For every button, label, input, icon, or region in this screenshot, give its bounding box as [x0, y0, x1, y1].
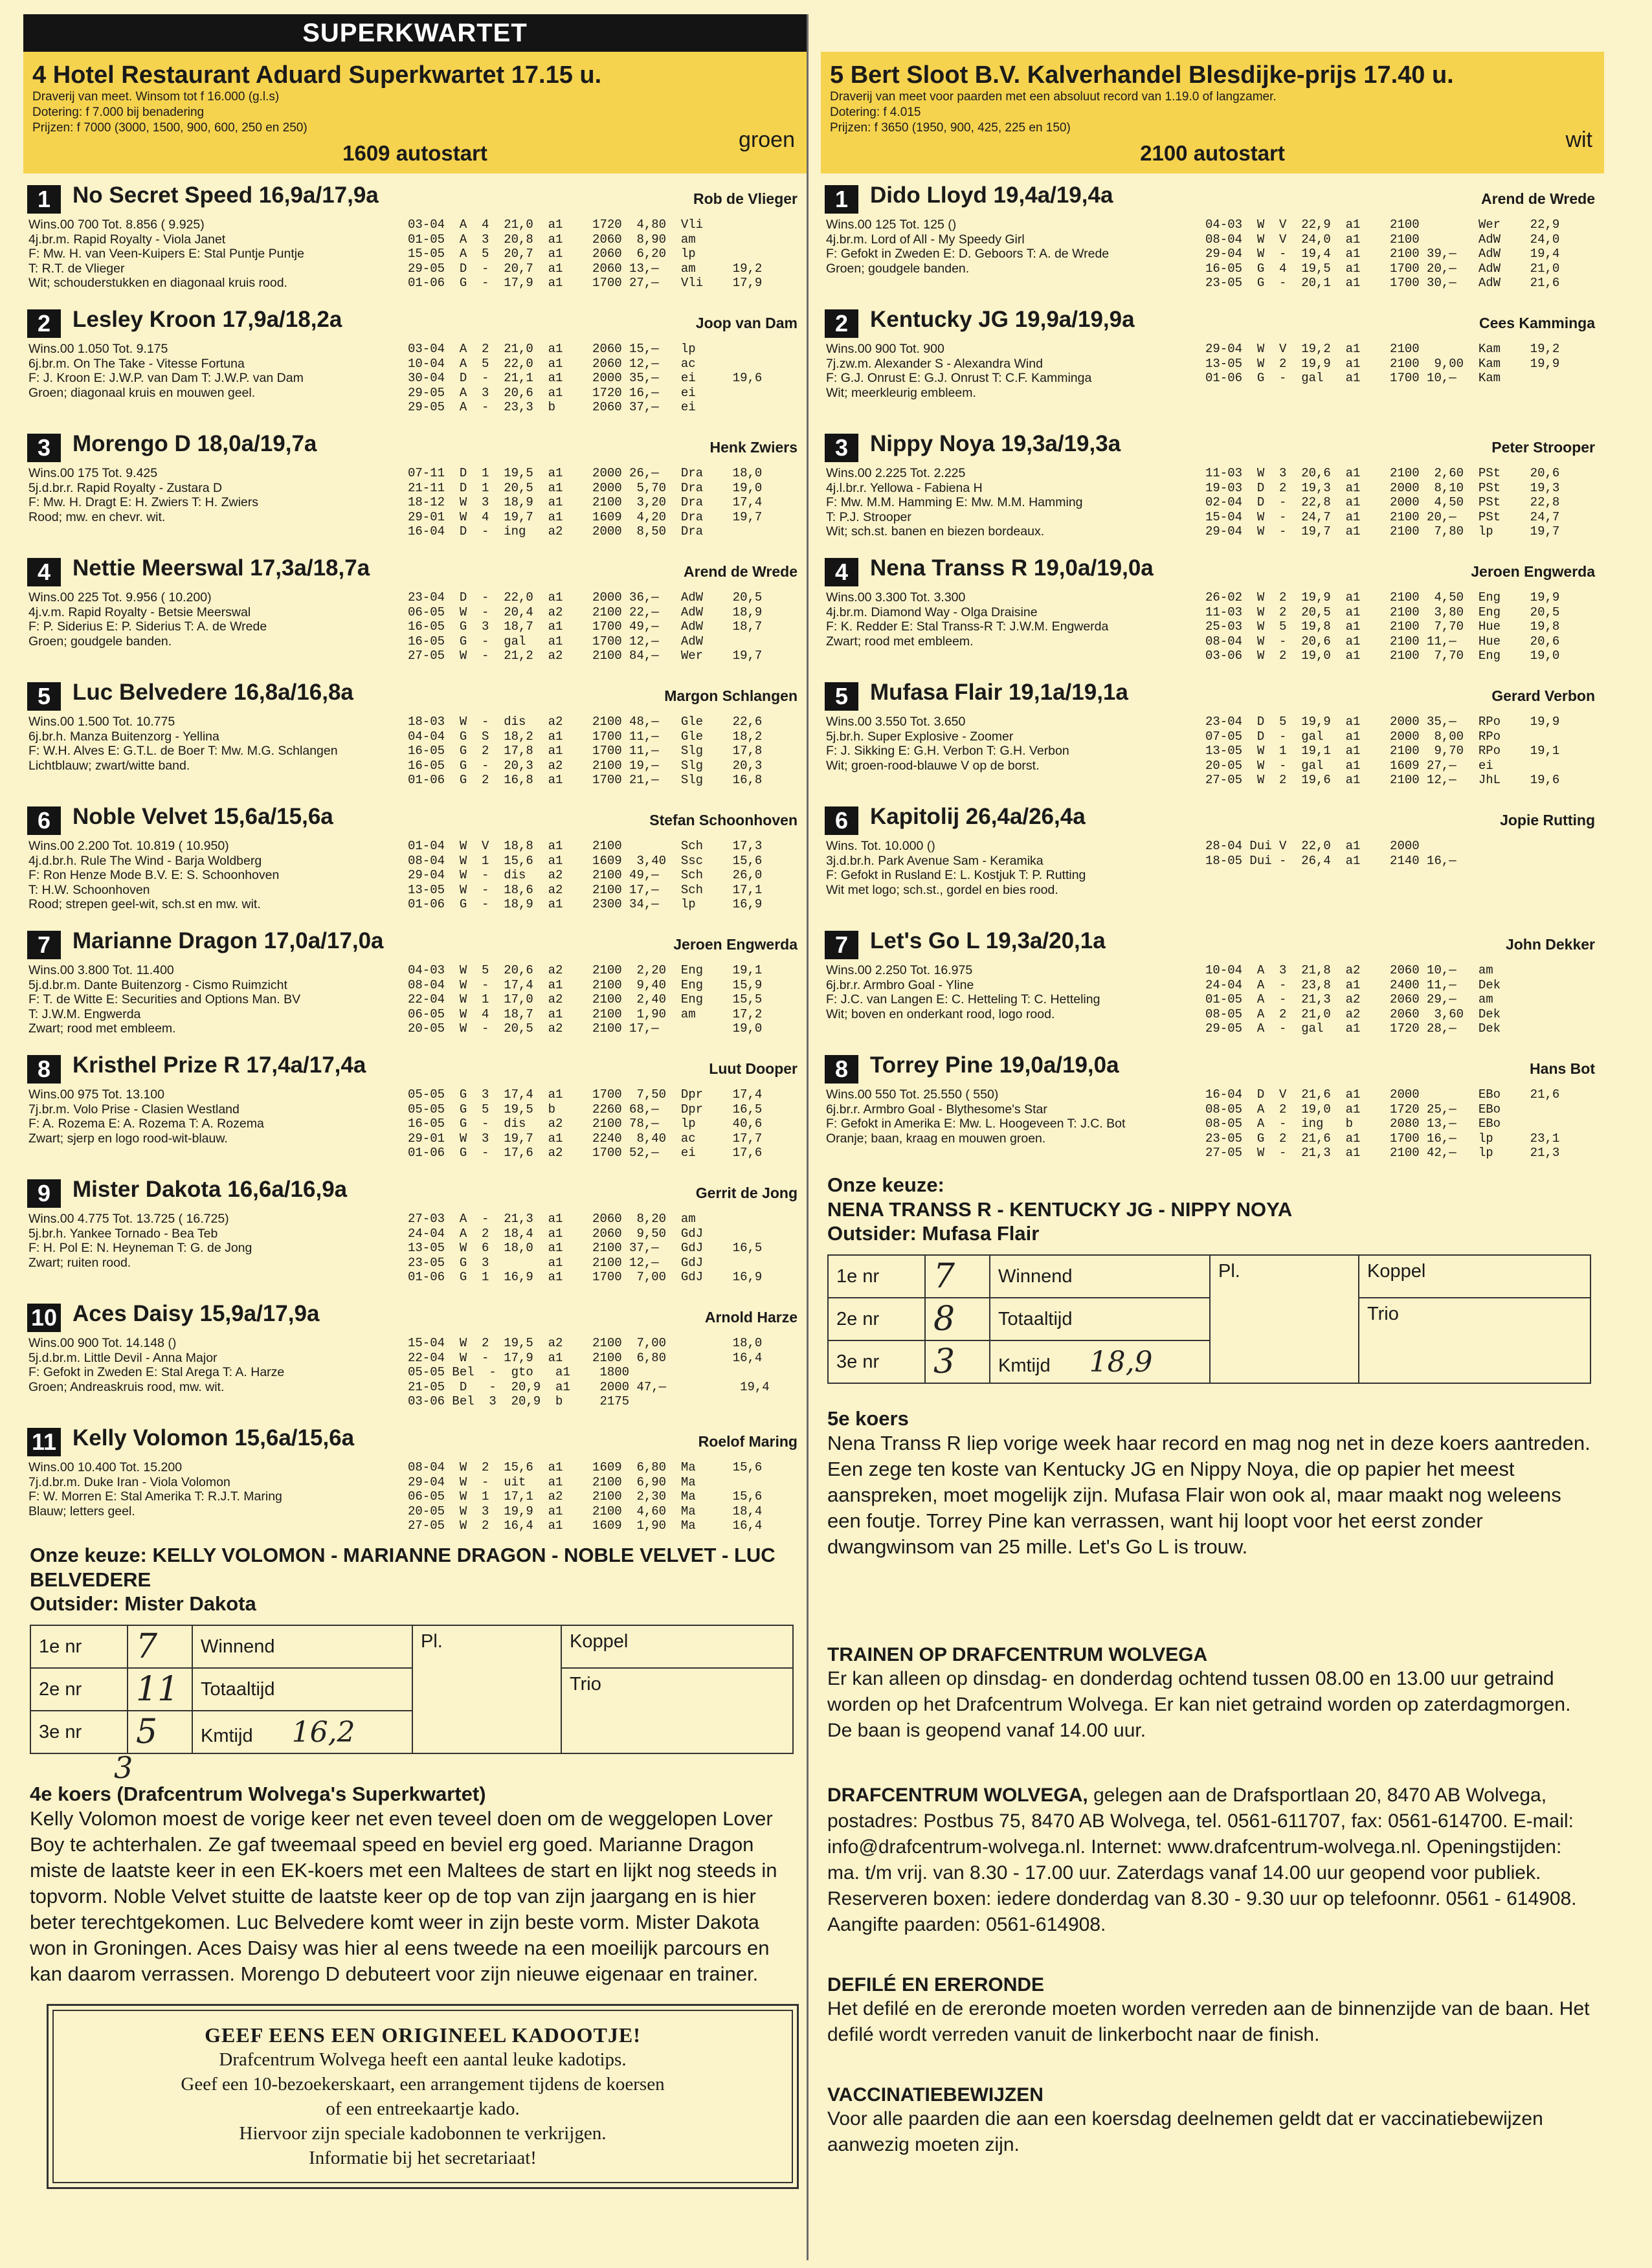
- horse-info-line: Wins.00 1.500 Tot. 10.775: [28, 715, 175, 729]
- horse-name: Morengo D 18,0a/19,7a: [73, 431, 317, 456]
- horse-info-line: 3j.d.br.h. Park Avenue Sam - Keramika: [826, 853, 1044, 868]
- horse-info: [28, 342, 304, 400]
- horse-info-line: Rood; mw. en chevr. wit.: [28, 509, 166, 524]
- horse-info: [28, 1212, 252, 1270]
- race-info-line: Dotering: f 4.015: [830, 106, 921, 119]
- race-history: 03-04 A 2 21,0 a1 2060 15,— lp 10-04 A 5 22,0 a1 2060 12,— ac 30-04 D - 21,1 a1 2000 35,— ei 19,6 29-05 A 3 20,6 a1 1720 16,— ei 29-05 A - 23,3 b 2060 37,— ei: [408, 342, 763, 414]
- driver-name: Gerard Verbon: [1491, 687, 1595, 704]
- start-number: 3: [27, 434, 61, 462]
- horse-info-line: Groen; goudgele banden.: [28, 634, 172, 649]
- promo-line: Informatie bij het secretariaat!: [309, 2148, 537, 2168]
- section-text: Er kan alleen op dinsdag- en donderdag ochtend tussen 08.00 en 13.00 uur getraind worden op het Drafcentrum Wolvega. Er kan niet getraind worden op zaterdagmorgen. De baan is geopend vanaf 14.00 uur.: [827, 1668, 1571, 1741]
- outsider: Outsider: Mister Dakota: [30, 1592, 256, 1615]
- start-number: 1: [27, 185, 61, 214]
- horse-name: Nippy Noya 19,3a/19,3a: [870, 431, 1121, 456]
- left-column: [23, 14, 807, 2189]
- horse-info-line: F: A. Rozema E: A. Rozema T: A. Rozema: [28, 1117, 264, 1131]
- horse-entry: [23, 922, 807, 1043]
- horse-info-line: 5j.br.h. Yankee Tornado - Bea Teb: [28, 1226, 218, 1241]
- horse-info-line: Wins.00 3.300 Tot. 3.300: [826, 590, 966, 605]
- horse-info-line: 4j.v.m. Rapid Royalty - Betsie Meerswal: [28, 605, 251, 619]
- horse-entry: [23, 300, 807, 422]
- handwritten-kmtijd: 18,9: [1089, 1345, 1153, 1379]
- horse-name: Nettie Meerswal 17,3a/18,7a: [73, 555, 370, 581]
- horse-entry: [23, 176, 807, 298]
- horse-info-line: F: G.J. Onrust E: G.J. Onrust T: C.F. Kamminga: [826, 371, 1092, 385]
- horse-info-line: 5j.d.br.m. Little Devil - Anna Major: [28, 1350, 218, 1365]
- horse-info-line: F: P. Siderius E: P. Siderius T: A. de Wrede: [28, 619, 267, 634]
- race-history: 26-02 W 2 19,9 a1 2100 4,50 Eng 19,9 11-03 W 2 20,5 a1 2100 3,80 Eng 20,5 25-03 W 5 19,8 a1 2100 7,70 Hue 19,8 08-04 W - 20,6 a1 2100 11,— Hue 20,6 03-06 W 2 19,0 a1 2100 7,70 Eng 19,0: [1205, 590, 1560, 663]
- row-label: 1e nr: [828, 1255, 925, 1298]
- promo-title: GEEF EENS EEN ORIGINEEL KADOOTJE!: [205, 2023, 641, 2047]
- start-number: 7: [27, 931, 61, 959]
- race-info-line: Dotering: f 7.000 bij benadering: [32, 106, 205, 119]
- horse-entry: [821, 300, 1604, 422]
- section-title: TRAINEN OP DRAFCENTRUM WOLVEGA: [827, 1644, 1208, 1665]
- horse-info-line: Wins. Tot. 10.000 (): [826, 839, 935, 853]
- horse-info-line: Rood; strepen geel-wit, sch.st en mw. wit.: [28, 897, 261, 911]
- horse-info-line: F: H. Pol E: N. Heyneman T: G. de Jong: [28, 1241, 252, 1255]
- horse-info-line: Wins.00 225 Tot. 9.956 ( 10.200): [28, 590, 212, 605]
- horse-entry: [23, 673, 807, 795]
- driver-name: Joop van Dam: [695, 315, 798, 331]
- driver-name: John Dekker: [1505, 936, 1595, 953]
- section-text: [827, 1783, 1598, 1938]
- horse-info-line: 6j.br.r. Armbro Goal - Yline: [826, 977, 974, 992]
- race-4-header: [23, 52, 807, 173]
- handwritten-kmtijd: 16,2: [291, 1715, 355, 1749]
- horse-info-line: Wins.00 4.775 Tot. 13.725 ( 16.725): [28, 1212, 229, 1226]
- horse-info-line: T: R.T. de Vlieger: [28, 261, 125, 276]
- horse-name: Kelly Volomon 15,6a/15,6a: [73, 1425, 355, 1451]
- horse-info-line: Wins.00 2.200 Tot. 10.819 ( 10.950): [28, 839, 229, 853]
- horse-info-line: Wit; schouderstukken en diagonaal kruis rood.: [28, 276, 287, 290]
- handwritten-number: 7: [136, 1627, 158, 1666]
- race-start: 1609 autostart: [342, 141, 487, 165]
- race-history: 23-04 D - 22,0 a1 2000 36,— AdW 20,5 06-05 W - 20,4 a2 2100 22,— AdW 18,9 16-05 G 3 18,7 a1 1700 49,— AdW 18,7 16-05 G - gal a1 1700 12,— AdW 27-05 W - 21,2 a2 2100 84,— Wer 19,7: [408, 590, 763, 663]
- race-history: 07-11 D 1 19,5 a1 2000 26,— Dra 18,0 21-11 D 1 20,5 a1 2000 5,70 Dra 19,0 18-12 W 3 18,9 a1 2100 3,20 Dra 17,4 29-01 W 4 19,7 a1 1609 4,20 Dra 19,7 16-04 D - ing a2 2000 8,50 Dra: [408, 466, 763, 539]
- horse-info-line: Zwart; rood met embleem.: [28, 1021, 176, 1036]
- driver-name: Jeroen Engwerda: [1471, 563, 1595, 580]
- start-number: 7: [825, 931, 858, 959]
- race-info-line: Prijzen: f 3650 (1950, 900, 425, 225 en 150): [830, 121, 1071, 135]
- horse-info-line: Wins.00 125 Tot. 125 (): [826, 217, 957, 232]
- horse-info-line: 7j.d.br.m. Duke Iran - Viola Volomon: [28, 1474, 230, 1489]
- handwritten-number: 7: [933, 1257, 955, 1296]
- horse-info: [28, 715, 338, 773]
- horse-name: Aces Daisy 15,9a/17,9a: [73, 1301, 320, 1326]
- horse-info-line: 5j.d.br.m. Dante Buitenzorg - Cismo Ruimzicht: [28, 977, 287, 992]
- horse-info-line: F: Mw. H. Dragt E: H. Zwiers T: H. Zwiers: [28, 495, 259, 509]
- horse-info-line: F: Mw. H. van Veen-Kuipers E: Stal Puntje Puntje: [28, 247, 304, 261]
- horse-info-line: Wit; boven en onderkant rood, logo rood.: [826, 1006, 1055, 1021]
- horse-info-line: 4j.l.br.r. Yellowa - Fabiena H: [826, 480, 983, 495]
- horse-entry: [821, 549, 1604, 671]
- promo-line: Geef een 10-bezoekerskaart, een arrangement tijdens de koersen: [181, 2074, 665, 2095]
- start-number: 6: [27, 806, 61, 835]
- race-history: 28-04 Dui V 22,0 a1 2000 18-05 Dui - 26,4 a1 2140 16,—: [1205, 839, 1457, 868]
- horse-info-line: Zwart; ruiten rood.: [28, 1255, 131, 1270]
- race-history: 05-05 G 3 17,4 a1 1700 7,50 Dpr 17,4 05-05 G 5 19,5 b 2260 68,— Dpr 16,5 16-05 G - dis a2 2100 78,— lp 40,6 29-01 W 3 19,7 a1 2240 8,40 ac 17,7 01-06 G - 17,6 a2 1700 52,— ei 17,6: [408, 1087, 763, 1160]
- section-contact: [821, 1783, 1604, 1938]
- horse-info-line: Lichtblauw; zwart/witte band.: [28, 758, 190, 773]
- label-pl: Pl.: [1210, 1255, 1359, 1383]
- horse-info-line: Wins.00 10.400 Tot. 15.200: [28, 1460, 183, 1474]
- driver-name: Henk Zwiers: [709, 439, 798, 456]
- label-koppel: Koppel: [561, 1625, 793, 1668]
- label-trio: Trio: [1359, 1298, 1591, 1383]
- column-divider: [807, 14, 809, 2260]
- horse-info-line: F: K. Redder E: Stal Transs-R T: J.W.M. Engwerda: [826, 619, 1109, 634]
- horse-info: [826, 217, 1109, 276]
- horse-name: Kristhel Prize R 17,4a/17,4a: [73, 1052, 366, 1078]
- onze-keuze: NENA TRANSS R - KENTUCKY JG - NIPPY NOYA: [827, 1198, 1293, 1221]
- horse-entry: [821, 797, 1604, 919]
- horse-info-line: F: W. Morren E: Stal Amerika T: R.J.T. Maring: [28, 1489, 282, 1504]
- race-history: 10-04 A 3 21,8 a2 2060 10,— am 24-04 A - 23,8 a1 2400 11,— Dek 01-05 A - 21,3 a2 2060 29,— am 08-05 A 2 21,0 a2 2060 3,60 Dek 29-05 A - gal a1 1720 28,— Dek: [1205, 963, 1501, 1036]
- horse-name: Let's Go L 19,3a/20,1a: [870, 928, 1106, 953]
- horse-info: [28, 839, 279, 912]
- race-5-tips: [821, 1173, 1604, 1560]
- horse-info-line: F: J.C. van Langen E: C. Hetteling T: C. Hetteling: [826, 992, 1100, 1006]
- handwritten-number-extra: 3: [114, 1750, 133, 1785]
- driver-name: Luut Dooper: [709, 1060, 798, 1077]
- label-totaaltijd: Totaaltijd: [192, 1668, 412, 1711]
- start-number: 8: [27, 1055, 61, 1084]
- race-info-line: Draverij van meet voor paarden met een absoluut record van 1.19.0 of langzamer.: [830, 90, 1277, 104]
- label-koppel: Koppel: [1359, 1255, 1591, 1298]
- driver-name: Margon Schlangen: [664, 687, 798, 704]
- label-pl: Pl.: [412, 1625, 561, 1753]
- horse-info-line: 6j.br.h. Manza Buitenzorg - Yellina: [28, 729, 219, 744]
- horse-info-line: 5j.d.br.r. Rapid Royalty - Zustara D: [28, 480, 223, 495]
- race-history: 03-04 A 4 21,0 a1 1720 4,80 Vli 01-05 A 3 20,8 a1 2060 8,90 am 15-05 A 5 20,7 a1 2060 6,20 lp 29-05 D - 20,7 a1 2060 13,— am 19,2 01-06 G - 17,9 a1 1700 27,— Vli 17,9: [408, 217, 763, 290]
- row-label: 2e nr: [30, 1668, 128, 1711]
- race-history: 04-03 W 5 20,6 a2 2100 2,20 Eng 19,1 08-04 W - 17,4 a1 2100 9,40 Eng 15,9 22-04 W 1 17,0 a2 2100 2,40 Eng 15,5 06-05 W 4 18,7 a1 2100 1,90 am 17,2 20-05 W - 20,5 a2 2100 17,— 19,0: [408, 963, 763, 1036]
- section-defile: [821, 1974, 1604, 2048]
- horse-info-line: 4j.d.br.h. Rule The Wind - Barja Woldberg: [28, 853, 262, 868]
- row-label: 3e nr: [30, 1711, 128, 1753]
- horse-info: [28, 590, 267, 649]
- label-kmtijd: Kmtijd 16,2: [192, 1711, 412, 1753]
- race-history: 27-03 A - 21,3 a1 2060 8,20 am 24-04 A 2 18,4 a1 2060 9,50 GdJ 13-05 W 6 18,0 a1 2100 37,— GdJ 16,5 23-05 G 3 a1 2100 12,— GdJ 01-06 G 1 16,9 a1 1700 7,00 GdJ 16,9: [408, 1212, 763, 1284]
- section-title: DEFILÉ EN ERERONDE: [827, 1974, 1045, 1996]
- race-history: 23-04 D 5 19,9 a1 2000 35,— RPo 19,9 07-05 D - gal a1 2000 8,00 RPo 13-05 W 1 19,1 a1 2100 9,70 RPo 19,1 20-05 W - gal a1 1609 27,— ei 27-05 W 2 19,6 a1 2100 12,— JhL 19,6: [1205, 715, 1560, 787]
- promo-line: Drafcentrum Wolvega heeft een aantal leuke kadotips.: [219, 2049, 627, 2070]
- horse-info-line: F: J. Kroon E: J.W.P. van Dam T: J.W.P. van Dam: [28, 371, 304, 385]
- horse-info-line: Zwart; rood met embleem.: [826, 634, 974, 649]
- horse-info-line: F: Ron Henze Mode B.V. E: S. Schoonhoven: [28, 868, 280, 882]
- superkwartet-banner: SUPERKWARTET: [23, 14, 807, 52]
- start-number: 2: [825, 309, 858, 338]
- horse-info-line: 6j.br.m. On The Take - Vitesse Fortuna: [28, 356, 245, 371]
- horse-name: Torrey Pine 19,0a/19,0a: [870, 1052, 1119, 1078]
- horse-info-line: Wins.00 175 Tot. 9.425: [28, 466, 158, 480]
- race-history: 08-04 W 2 15,6 a1 1609 6,80 Ma 15,6 29-04 W - uit a1 2100 6,90 Ma 06-05 W 1 17,1 a2 2100 2,30 Ma 15,6 20-05 W 3 19,9 a1 2100 4,60 Ma 18,4 27-05 W 2 16,4 a1 1609 1,90 Ma 16,4: [408, 1460, 763, 1533]
- horse-entry: [23, 549, 807, 671]
- driver-name: Peter Strooper: [1491, 439, 1595, 456]
- horse-info-line: T: H.W. Schoonhoven: [28, 882, 150, 897]
- horse-entry: [23, 1419, 807, 1540]
- section-text: Het defilé en de ereronde moeten worden verreden aan de binnenzijde van de baan. Het defilé wordt verreden vanuit de linkerbocht naar de finish.: [827, 1998, 1590, 2045]
- horse-name: Mister Dakota 16,6a/16,9a: [73, 1177, 348, 1202]
- right-column: [821, 14, 1604, 2158]
- horse-entry: [821, 922, 1604, 1043]
- koers-5-title: 5e koers: [827, 1407, 909, 1430]
- race-history: 04-03 W V 22,9 a1 2100 Wer 22,9 08-04 W V 24,0 a1 2100 AdW 24,0 29-04 W - 19,4 a1 2100 39,— AdW 19,4 16-05 G 4 19,5 a1 1700 20,— AdW 21,0 23-05 G - 20,1 a1 1700 30,— AdW 21,6: [1205, 217, 1560, 290]
- horse-info: [826, 963, 1100, 1021]
- race-5-entries: [821, 176, 1604, 1168]
- horse-info-line: Wins.00 900 Tot. 900: [826, 342, 944, 356]
- horse-info-line: Wins.00 2.225 Tot. 2.225: [826, 466, 966, 480]
- horse-info-line: Groen; diagonaal kruis en mouwen geel.: [28, 385, 256, 400]
- race-history: 11-03 W 3 20,6 a1 2100 2,60 PSt 20,6 19-03 D 2 19,3 a1 2000 8,10 PSt 19,3 02-04 D - 22,8 a1 2000 4,50 PSt 22,8 15-04 W - 24,7 a1 2100 20,— PSt 24,7 29-04 W - 19,7 a1 2100 7,80 lp 19,7: [1205, 466, 1560, 539]
- race-start: 2100 autostart: [1140, 141, 1285, 165]
- race-color: wit: [1565, 128, 1592, 152]
- horse-info-line: Oranje; baan, kraag en mouwen groen.: [826, 1131, 1046, 1146]
- horse-entry: [821, 673, 1604, 795]
- onze-keuze-label: Onze keuze:: [827, 1173, 944, 1196]
- driver-name: Gerrit de Jong: [695, 1184, 798, 1201]
- horse-info: [826, 1087, 1125, 1146]
- start-number: 2: [27, 309, 61, 338]
- horse-info: [28, 1460, 282, 1518]
- promo-line: of een entreekaartje kado.: [326, 2098, 520, 2119]
- horse-info-line: F: Gefokt in Zweden E: Stal Arega T: A. Harze: [28, 1365, 285, 1379]
- koers-5-text: Nena Transs R liep vorige week haar record en mag nog net in deze koers aantreden. Een zege ten koste van Kentucky JG en Nippy Noya, die op papier het meest aanspreken, moet mogelijk zijn. Mufasa Flair won ook al, maar maakt nog weleens een foutje. Torrey Pine kan verrassen, want hij loopt voor het eerst zonder dwangwinsom van 25 mille. Let's Go L is trouw.: [827, 1432, 1591, 1558]
- horse-info-line: 6j.br.r. Armbro Goal - Blythesome's Star: [826, 1102, 1047, 1117]
- horse-info-line: Blauw; letters geel.: [28, 1504, 135, 1518]
- start-number: 9: [27, 1179, 61, 1208]
- horse-info: [826, 466, 1083, 539]
- horse-info-line: Wins.00 975 Tot. 13.100: [28, 1087, 164, 1102]
- driver-name: Jopie Rutting: [1500, 812, 1595, 828]
- horse-name: Mufasa Flair 19,1a/19,1a: [870, 680, 1128, 705]
- handwritten-number: 8: [933, 1300, 955, 1339]
- horse-info-line: Wins.00 900 Tot. 14.148 (): [28, 1336, 177, 1350]
- label-totaaltijd: Totaaltijd: [990, 1298, 1210, 1340]
- start-number: 8: [825, 1055, 858, 1084]
- start-number: 4: [825, 558, 858, 586]
- koers-4-title: 4e koers (Drafcentrum Wolvega's Superkwartet): [30, 1783, 486, 1805]
- horse-info-line: F: J. Sikking E: G.H. Verbon T: G.H. Verbon: [826, 744, 1069, 758]
- horse-info-line: 7j.br.m. Volo Prise - Clasien Westland: [28, 1102, 240, 1117]
- horse-name: Kapitolij 26,4a/26,4a: [870, 804, 1086, 829]
- horse-info-line: Wins.00 2.250 Tot. 16.975: [826, 963, 973, 977]
- horse-name: Luc Belvedere 16,8a/16,8a: [73, 680, 353, 705]
- promo-line: Hiervoor zijn speciale kadobonnen te verkrijgen.: [239, 2123, 607, 2144]
- horse-info: [826, 590, 1108, 649]
- race-history: 01-04 W V 18,8 a1 2100 Sch 17,3 08-04 W 1 15,6 a1 1609 3,40 Ssc 15,6 29-04 W - dis a2 2100 49,— Sch 26,0 13-05 W - 18,6 a2 2100 17,— Sch 17,1 01-06 G - 18,9 a1 2300 34,— lp 16,9: [408, 839, 763, 911]
- start-number: 11: [27, 1428, 61, 1456]
- horse-info-line: 4j.br.m. Diamond Way - Olga Draisine: [826, 605, 1038, 619]
- label-kmtijd: Kmtijd 18,9: [990, 1340, 1210, 1383]
- horse-info-line: Wit; meerkleurig embleem.: [826, 385, 976, 400]
- horse-name: Noble Velvet 15,6a/15,6a: [73, 804, 333, 829]
- race-info: [830, 89, 1595, 136]
- race-4-entries: [23, 176, 807, 1540]
- race-history: 15-04 W 2 19,5 a2 2100 7,00 18,0 22-04 W - 17,9 a1 2100 6,80 16,4 05-05 Bel - gto a1 1800 21-05 D - 20,9 a1 2000 47,— 19,4 03-06 Bel 3 20,9 b 2175: [408, 1336, 770, 1408]
- driver-name: Arend de Wrede: [684, 563, 798, 580]
- horse-info-line: Wins.00 3.800 Tot. 11.400: [28, 963, 174, 977]
- race-history: 16-04 D V 21,6 a1 2000 EBo 21,6 08-05 A 2 19,0 a1 1720 25,— EBo 08-05 A - ing b 2080 13,— EBo 23-05 G 2 21,6 a1 1700 16,— lp 23,1 27-05 W - 21,3 a1 2100 42,— lp 21,3: [1205, 1087, 1560, 1160]
- horse-info-line: Groen; goudgele banden.: [826, 261, 970, 276]
- horse-info: [826, 839, 1086, 897]
- koers-4-text: Kelly Volomon moest de vorige keer net even teveel doen om de weggelopen Lover Boy te achterhalen. Ze gaf tweemaal speed en beviel erg goed. Marianne Dragon miste de laatste keer in een EK-koers met een Maltees de start en lijkt nog steeds in topvorm. Noble Velvet stuitte de laatste keer op de top van zijn jaargang en is hier beter terechtgekomen. Luc Belvedere komt weer in zijn beste vorm. Mister Dakota won in Groningen. Aces Daisy was hier al eens tweede na een moeilijk parcours en kan daarom verrassen. Morengo D debuteert voor zijn nieuwe eigenaar en trainer.: [30, 1807, 777, 1985]
- horse-entry: [23, 1295, 807, 1416]
- label-winnend: Winnend: [192, 1625, 412, 1668]
- horse-info-line: F: W.H. Alves E: G.T.L. de Boer T: Mw. M.G. Schlangen: [28, 744, 338, 758]
- start-number: 10: [27, 1304, 61, 1332]
- horse-info: [28, 217, 304, 291]
- start-number: 6: [825, 806, 858, 835]
- section-title: DRAFCENTRUM WOLVEGA,: [827, 1784, 1088, 1806]
- row-label: 2e nr: [828, 1298, 925, 1340]
- driver-name: Arnold Harze: [704, 1309, 798, 1326]
- horse-entry: [821, 1046, 1604, 1168]
- horse-info: [28, 466, 258, 524]
- horse-entry: [821, 425, 1604, 546]
- start-number: 3: [825, 434, 858, 462]
- race-history: 29-04 W V 19,2 a1 2100 Kam 19,2 13-05 W 2 19,9 a1 2100 9,00 Kam 19,9 01-06 G - gal a1 1700 10,— Kam: [1205, 342, 1560, 385]
- onze-keuze: Onze keuze: KELLY VOLOMON - MARIANNE DRAGON - NOBLE VELVET - LUC BELVEDERE: [30, 1544, 776, 1591]
- horse-name: Dido Lloyd 19,4a/19,4a: [870, 183, 1113, 208]
- horse-info-line: Groen; Andreaskruis rood, mw. wit.: [28, 1379, 225, 1394]
- horse-info-line: Wins.00 3.550 Tot. 3.650: [826, 715, 966, 729]
- horse-name: Lesley Kroon 17,9a/18,2a: [73, 307, 342, 332]
- row-label: 3e nr: [828, 1340, 925, 1383]
- race-4-tips: [23, 1543, 807, 1987]
- driver-name: Jeroen Engwerda: [673, 936, 798, 953]
- race-info-line: Prijzen: f 7000 (3000, 1500, 900, 600, 250 en 250): [32, 121, 307, 135]
- horse-info: [826, 342, 1091, 400]
- horse-info: [826, 715, 1069, 773]
- horse-info: [28, 963, 300, 1036]
- horse-name: Nena Transs R 19,0a/19,0a: [870, 555, 1154, 581]
- horse-info-line: Wit met logo; sch.st., gordel en bies rood.: [826, 882, 1058, 897]
- horse-entry: [821, 176, 1604, 298]
- driver-name: Hans Bot: [1530, 1060, 1595, 1077]
- section-text-body: gelegen aan de Drafsportlaan 20, 8470 AB Wolvega, postadres: Postbus 75, 8470 AB Wolvega, tel. 0561-611707, fax: 0561-614700. E-mail: info@drafcentrum-wolvega.nl. Internet: www.drafcentrum-wolvega.nl. Openingstijden: ma. t/m vrij. van 8.30 - 17.00 uur. Zaterdags vanaf 14.00 uur geopend voor publiek. Reserveren boxen: iedere donderdag van 8.30 - 9.30 uur op telefoonnr. 0561 - 614908. Aangifte paarden: 0561-614908.: [827, 1784, 1577, 1935]
- handwritten-number: 3: [933, 1342, 955, 1381]
- driver-name: Roelof Maring: [698, 1433, 798, 1450]
- horse-info-line: Wins.00 700 Tot. 8.856 ( 9.925): [28, 217, 205, 232]
- horse-info-line: Wit; groen-rood-blauwe V op de borst.: [826, 758, 1040, 773]
- section-trainen: [821, 1644, 1604, 1744]
- horse-info-line: 7j.zw.m. Alexander S - Alexandra Wind: [826, 356, 1043, 371]
- row-label: 1e nr: [30, 1625, 128, 1668]
- race-info: [32, 89, 798, 136]
- horse-info-line: T: P.J. Strooper: [826, 509, 911, 524]
- label-winnend: Winnend: [990, 1255, 1210, 1298]
- driver-name: Cees Kamminga: [1479, 315, 1595, 331]
- horse-info-line: F: Mw. M.M. Hamming E: Mw. M.M. Hamming: [826, 495, 1083, 509]
- horse-entry: [23, 1046, 807, 1168]
- horse-entry: [23, 797, 807, 919]
- horse-info-line: F: Gefokt in Rusland E: L. Kostjuk T: P. Rutting: [826, 868, 1086, 882]
- promo-box: [47, 2004, 799, 2189]
- horse-info-line: F: T. de Witte E: Securities and Options Man. BV: [28, 992, 301, 1006]
- race-title: 4 Hotel Restaurant Aduard Superkwartet 17.15 u.: [32, 61, 602, 89]
- horse-info-line: Wit; sch.st. banen en biezen bordeaux.: [826, 524, 1045, 539]
- horse-name: No Secret Speed 16,9a/17,9a: [73, 183, 379, 208]
- driver-name: Stefan Schoonhoven: [649, 812, 798, 828]
- race-title: 5 Bert Sloot B.V. Kalverhandel Blesdijke-prijs 17.40 u.: [830, 61, 1454, 89]
- horse-info: [28, 1336, 284, 1394]
- start-number: 5: [825, 682, 858, 711]
- horse-info-line: Wins.00 550 Tot. 25.550 ( 550): [826, 1087, 999, 1102]
- horse-info-line: 5j.br.h. Super Explosive - Zoomer: [826, 729, 1014, 744]
- race-color: groen: [739, 128, 795, 152]
- horse-info-line: Wins.00 1.050 Tot. 9.175: [28, 342, 168, 356]
- prediction-table: [827, 1254, 1591, 1384]
- horse-info-line: F: Gefokt in Amerika E: Mw. L. Hoogeveen T: J.C. Bot: [826, 1117, 1126, 1131]
- horse-info-line: F: Gefokt in Zweden E: D. Geboors T: A. de Wrede: [826, 247, 1110, 261]
- start-number: 5: [27, 682, 61, 711]
- race-5-header: [821, 52, 1604, 173]
- horse-info: [28, 1087, 264, 1146]
- section-text: Voor alle paarden die aan een koersdag deelnemen geldt dat er vaccinatiebewijzen aanwezig moeten zijn.: [827, 2108, 1543, 2155]
- horse-info-line: 4j.br.m. Lord of All - My Speedy Girl: [826, 232, 1025, 247]
- label-trio: Trio: [561, 1668, 793, 1753]
- horse-name: Kentucky JG 19,9a/19,9a: [870, 307, 1135, 332]
- prediction-table: [30, 1625, 794, 1754]
- horse-info-line: Zwart; sjerp en logo rood-wit-blauw.: [28, 1131, 228, 1146]
- horse-entry: [23, 1170, 807, 1292]
- driver-name: Rob de Vlieger: [693, 190, 798, 207]
- horse-info-line: 4j.br.m. Rapid Royalty - Viola Janet: [28, 232, 226, 247]
- handwritten-number: 5: [136, 1713, 158, 1751]
- handwritten-number: 11: [136, 1670, 179, 1709]
- section-vaccinatie: [821, 2084, 1604, 2158]
- horse-name: Marianne Dragon 17,0a/17,0a: [73, 928, 384, 953]
- section-title: VACCINATIEBEWIJZEN: [827, 2084, 1044, 2106]
- driver-name: Arend de Wrede: [1481, 190, 1595, 207]
- start-number: 4: [27, 558, 61, 586]
- horse-info-line: T: J.W.M. Engwerda: [28, 1006, 141, 1021]
- race-history: 18-03 W - dis a2 2100 48,— Gle 22,6 04-04 G S 18,2 a1 1700 11,— Gle 18,2 16-05 G 2 17,8 a1 1700 11,— Slg 17,8 16-05 G - 20,3 a2 2100 19,— Slg 20,3 01-06 G 2 16,8 a1 1700 21,— Slg 16,8: [408, 715, 763, 787]
- horse-entry: [23, 425, 807, 546]
- race-info-line: Draverij van meet. Winsom tot f 16.000 (g.l.s): [32, 90, 280, 104]
- start-number: 1: [825, 185, 858, 214]
- outsider: Outsider: Mufasa Flair: [827, 1222, 1040, 1245]
